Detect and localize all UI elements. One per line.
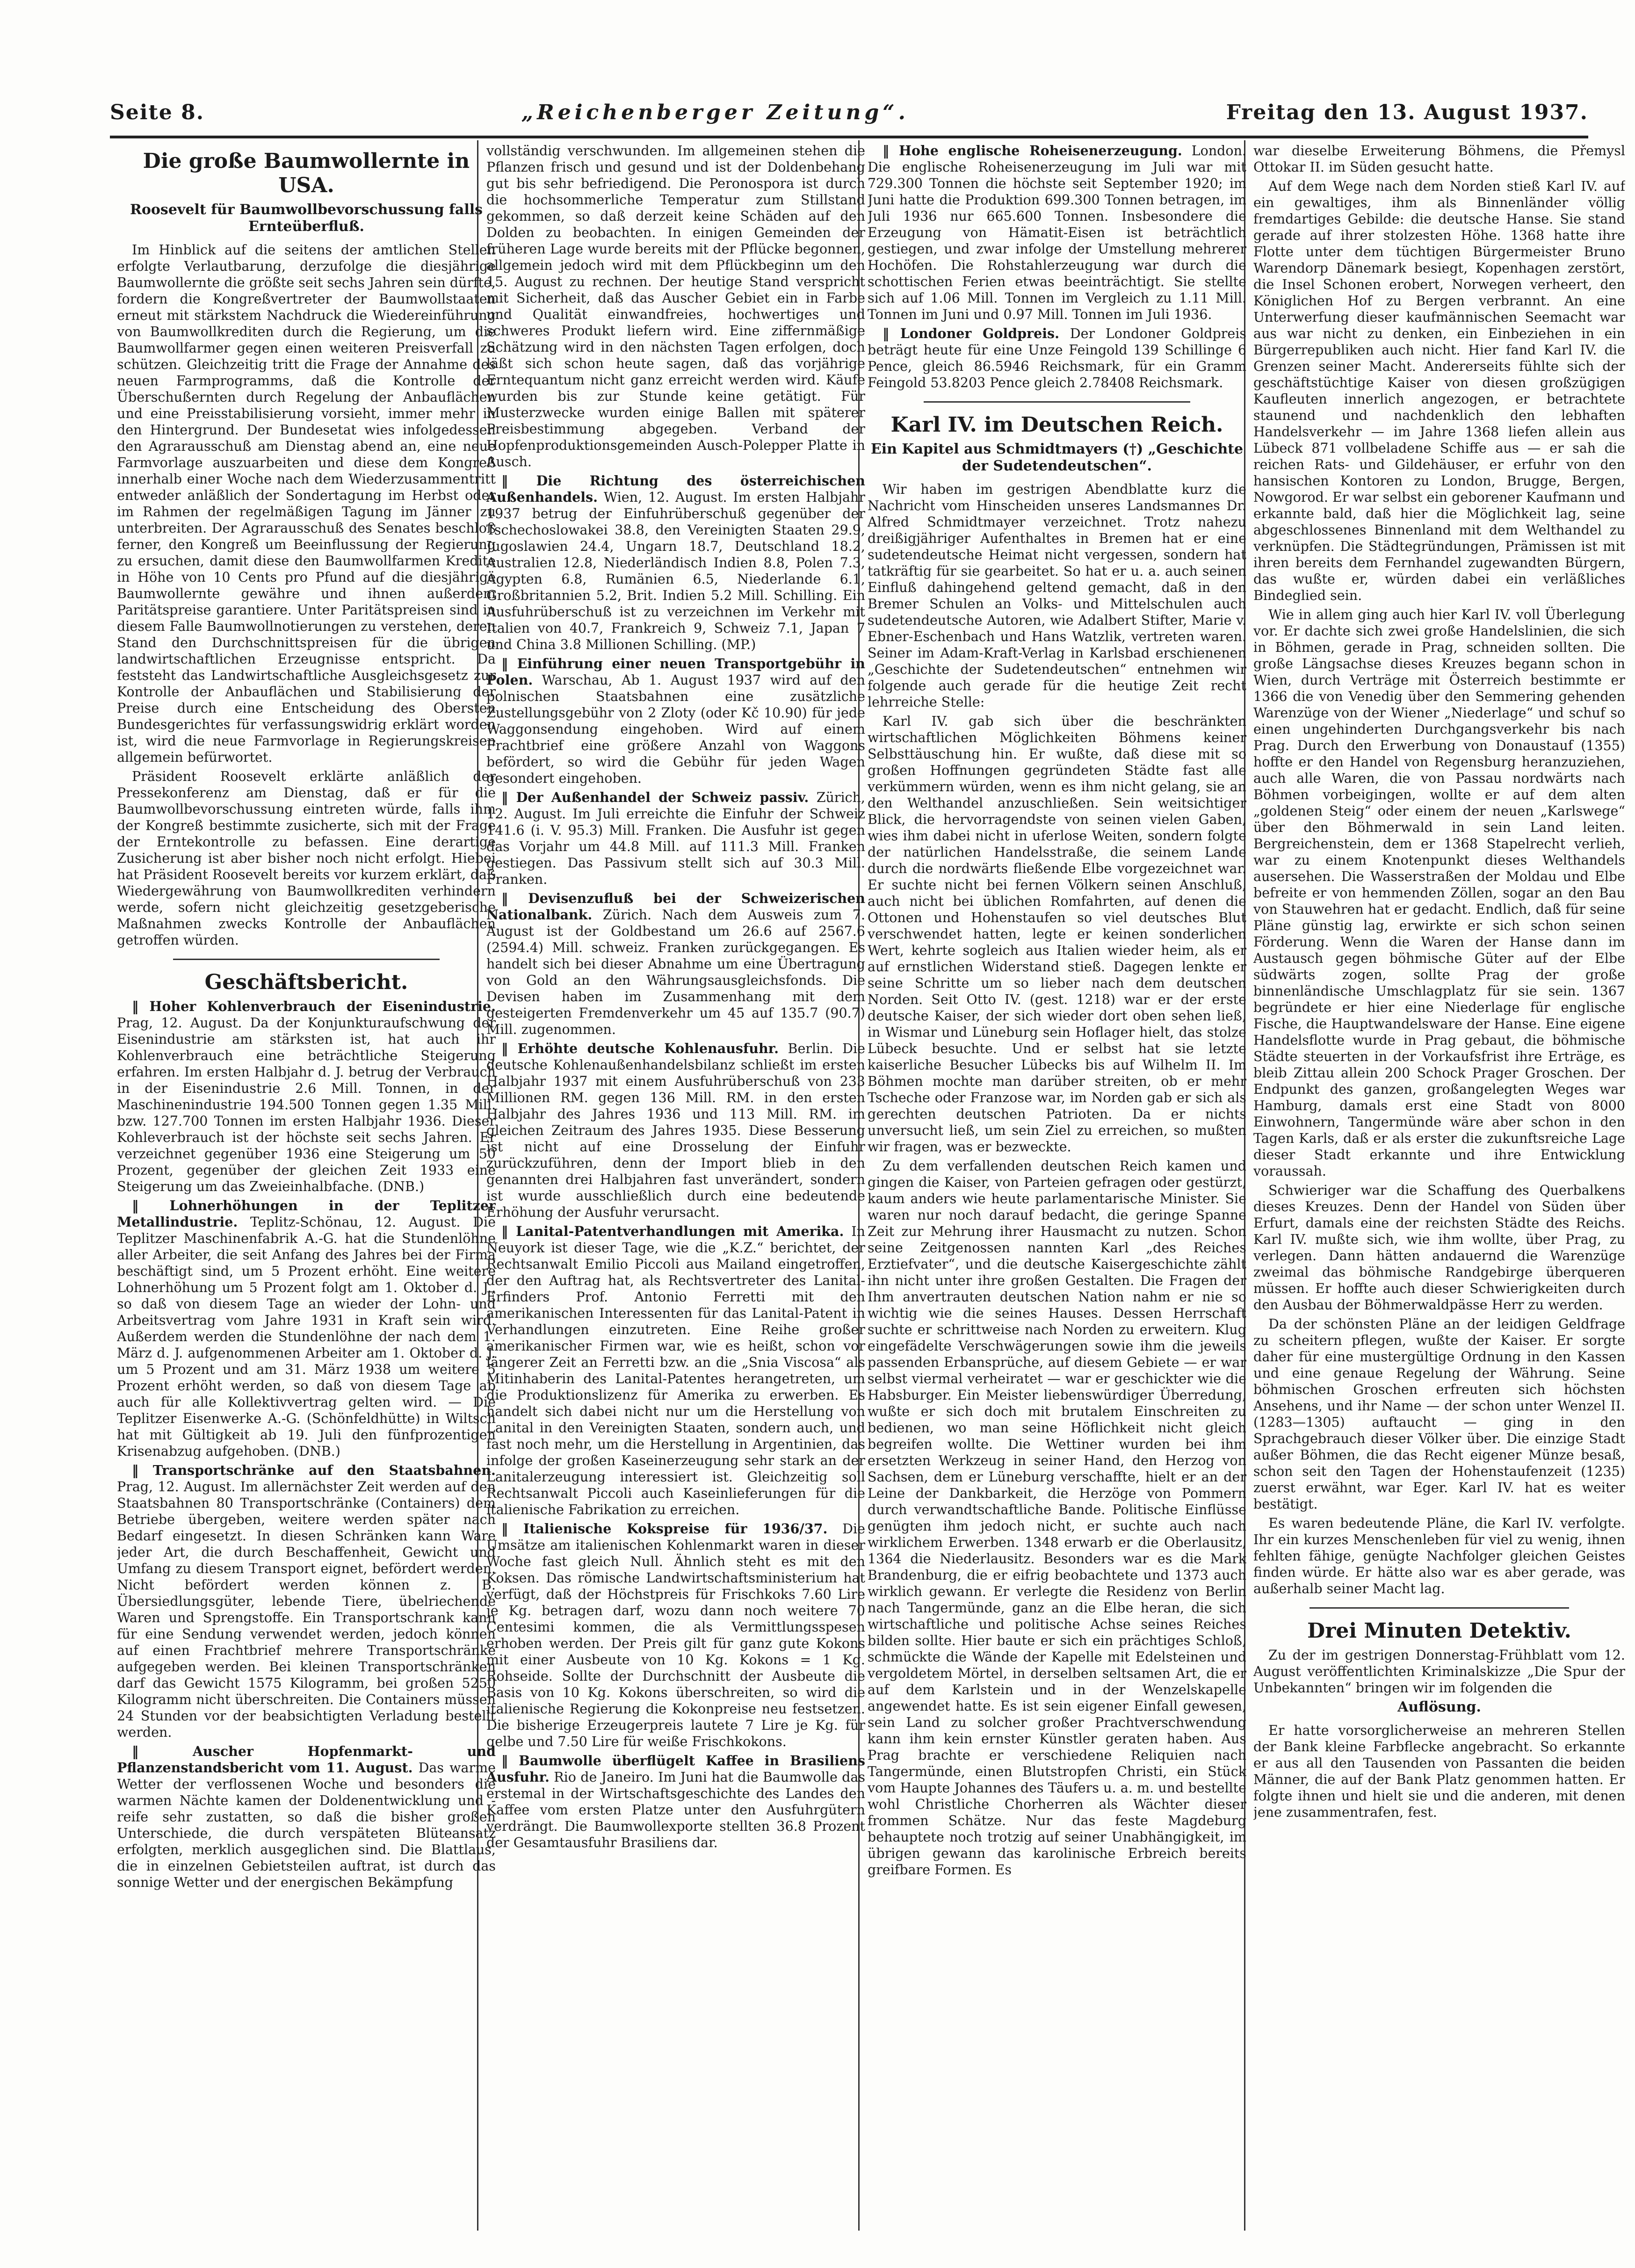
article-paragraph: Karl IV. gab sich über die beschränkten wirtschaftlichen Möglichkeiten Böhmens keiner Selbsttäuschung hin. Er wußte, daß diese mit so großen Hoffnungen gegründeten Städte fast alle verkümmern würden, wenn es ihm nicht gelang, sie an den Welthandel anzuschließen. Sein weitsichtiger Blick, die hervorragendste von seinen vielen Gaben, wies ihm dabei nicht in uferlose Weiten, sondern folgte der natürlichen Handelsstraße, die seinem Lande durch die nordwärts fließende Elbe vorgezeichnet war. Er suchte nicht bei fernen Völkern seinen Anschluß, auch nicht bei üblichen Romfahrten, auf denen die Ottonen und Hohenstaufen so viel deutsches Blut verschwendet hatten, legte er keinen sonderlichen Wert, kehrte sogleich aus Italien wieder heim, als er auf ernstlichen Widerstand stieß. Dagegen lenkte er seine Schritte um so lieber nach dem deutschen Norden. Seit Otto IV. (gest. 1218) war er der erste deutsche Kaiser, der sich wieder dort oben sehen ließ, in Wismar und Lüneburg sein Hoflager hielt, das stolze Lübeck besuchte. Und er selbst hat sie letzte kaiserliche Besucher Lübecks bis auf Wilhelm II. Im Böhmen mochte man darüber streiten, ob er mehr Tscheche oder Franzose war, im Norden gab er sich als gerechten deutschen Patrioten. Da er nichts unversucht ließ, um sein Ziel zu erreichen, so mußten wir fragen, was er bezweckte.	[868, 714, 1246, 1155]
section-separator	[1309, 1607, 1569, 1609]
issue-date: Freitag den 13. August 1937.	[1226, 101, 1588, 124]
section-headline: Geschäftsbericht.	[204, 970, 408, 994]
report-headline: ‖ Transportschränke auf den Staatsbahnen.	[132, 1462, 496, 1478]
article-paragraph: Er hatte vorsorglicherweise an mehreren Stellen der Bank kleine Farbflecke angebracht. So erkannte er aus all den Tausenden von Passanten die beiden Männer, die auf der Bank Platz genommen hatten. Er folgte ihnen und hielt sie und die anderen, mit denen jene zusammentrafen, fest.	[1253, 1723, 1625, 1820]
report-headline: ‖ Der Außenhandel der Schweiz passiv.	[501, 789, 809, 805]
report-text: Der Londoner Goldpreis beträgt heute für eine Unze Feingold 139 Schillinge 6 Pence, gleich 86.5946 Reichsmark, für ein Gramm Feingold 53.8203 Pence gleich 2.78408 Reichsmark.	[868, 326, 1246, 390]
report-headline: ‖ Auscher Hopfenmarkt- und Pflanzenstandsbericht vom 11. August.	[117, 1743, 496, 1776]
report-text: Prag, 12. August. Im allernächster Zeit werden auf den Staatsbahnen 80 Transportschränke (Containers) dem Betriebe übergeben, weitere werden später nach Bedarf eingesetzt. In diesen Schränken kann Ware jeder Art, die durch Beschaffenheit, Gewicht und Umfang zu diesem Transport eignet, befördert werden. Nicht befördert werden können z. B. Übersiedlungsgüter, lebende Tiere, übelriechende Waren und Sprengstoffe. Ein Transportschrank kann für eine Sendung verwendet werden, jedoch können auf einen Frachtbrief mehrere Transportschränke aufgegeben werden. Bei kleinen Transportschränken darf das Gewicht 1575 Kilogramm, bei großen 5250 Kilogramm nicht überschreiten. Die Containers müssen 24 Stunden vor der beabsichtigten Verladung bestellt werden.	[117, 1479, 496, 1740]
top-rule	[110, 136, 1588, 138]
section-separator	[924, 401, 1190, 403]
report-text: Rio de Janeiro. Im Juni hat die Baumwolle das erstemal in der Wirtschaftsgeschichte des Landes den Kaffee vom ersten Platze unter den Ausfuhrgütern verdrängt. Die Baumwollexporte stellten 36.8 Prozent der Gesamtausfuhr Brasiliens dar.	[486, 1770, 865, 1850]
article-paragraph: Auf dem Wege nach dem Norden stieß Karl IV. auf ein gewaltiges, ihm als Binnenländer völlig fremdartiges Gebilde: die deutsche Hanse. Sie stand gerade auf ihrer stolzesten Höhe. 1368 hatte ihre Flotte unter dem tüchtigen Bürgermeister Bruno Warendorp Dänemark besiegt, Kopenhagen zerstört, die Insel Schonen erobert, Norwegen verheert, den Königlichen Hof zu Bergen verbrannt. An eine Unterwerfung dieser kaufmännischen Seemacht war aus war nicht zu denken, ein Einbeziehen in ein Bürgerrepubliken auch nicht. Hier fand Karl IV. die Grenzen seiner Macht. Andererseits fühlte sich der geschäftstüchtige Kaiser von diesen großzügigen Kaufleuten innerlich angezogen, er betrachtete staunend und nachdenklich den lebhaften Handelsverkehr — im Jahre 1368 liefen allein aus Lübeck 871 vollbeladene Schiffe aus — er sah die reichen Rats- und Gildehäuser, er erfuhr von den hansischen Kontoren zu London, Brugge, Bergen, Nowgorod. Er war selbst ein geborener Kaufmann und erkannte bald, daß hier die Möglichkeit lag, seine abgeschlossenes Binnenland mit dem Welthandel zu verknüpfen. Die Städtegründungen, Prämissen ist mit ihren bereits dem Fernhandel zugewandten Bürgern, das wußte er, würden dabei ein verläßliches Bindeglied sein.	[1253, 179, 1625, 603]
column-4	[1253, 143, 1625, 2228]
report-text: Warschau, Ab 1. August 1937 wird auf den polnischen Staatsbahnen eine zusätzliche Zustellungsgebühr von 2 Zloty (oder Kč 10.90) für jede Waggonsendung eingehoben. Wird auf einem Frachtbrief eine größere Anzahl von Waggons befördert, so wird die Gebühr für jeden Wagen gesondert eingehoben.	[486, 672, 865, 786]
column-2	[486, 143, 865, 2228]
article-paragraph: Zu der im gestrigen Donnerstag-Frühblatt vom 12. August veröffentlichten Kriminalskizze „Die Spur der Unbekannten“ bringen wir im folgenden die	[1253, 1647, 1625, 1696]
solution-heading: Auflösung.	[1397, 1699, 1481, 1715]
report-headline: ‖ Lohnerhöhungen in der Teplitzer Metallindustrie.	[117, 1198, 496, 1230]
report-text: Zürich. Nach dem Ausweis zum 7. August ist der Goldbestand um 26.6 auf 2567.6 (2594.4) Mill. schweiz. Franken zurückgegangen. Es handelt sich bei dieser Abnahme um eine Übertragung von Gold an den Währungsausgleichsfonds. Die Devisen haben im Zusammenhang mit dem gesteigerten Fremdenverkehr um 45 auf 135.7 (90.7) Mill. zugenommen.	[486, 907, 865, 1037]
report-headline: ‖ Lanital-Patentverhandlungen mit Amerika.	[501, 1223, 844, 1239]
section-separator	[173, 959, 440, 960]
report-headline: ‖ Einführung einer neuen Transportgebühr in Polen.	[486, 656, 865, 688]
report-headline: ‖ Hohe englische Roheisenerzeugung.	[883, 143, 1182, 159]
article-paragraph: Präsident Roosevelt erklärte anläßlich der Pressekonferenz am Dienstag, daß er für die Baumwollbevorschussung eintreten würde, falls ihm der Kongreß bestimmte zusicherte, sich mit der Frage der Erntekontrolle zu befassen. Eine derartige Zusicherung ist aber bisher noch nicht erfolgt. Hiebei hat Präsident Roosevelt bereits vor kurzem erklärt, daß Wiedergewährung von Baumwollkrediten verhindern werde, sofern nicht gleichzeitig gesetzgeberische Maßnahmen zwecks Kontrolle der Anbauflächen getroffen würden.	[117, 769, 496, 948]
column-3	[868, 143, 1246, 2228]
report-headline: ‖ Baumwolle überflügelt Kaffee in Brasiliens Ausfuhr.	[486, 1753, 865, 1785]
article-headline: Die große Baumwollernte in USA.	[143, 149, 470, 197]
article-paragraph: vollständig verschwunden. Im allgemeinen stehen die Pflanzen frisch und gesund und ist der Doldenbehang gut bis sehr befriedigend. Die Peronospora ist durch die hochsommerliche Temperatur zum Stillstand gekommen, so daß derzeit keine Schäden auf den Dolden zu beobachten. In einigen Gemeinden der früheren Lage wurde bereits mit der Pflücke begonnen, allgemein jedoch wird mit dem Pflückbeginn um den 15. August zu rechnen. Der heutige Stand verspricht mit Sicherheit, daß das Auscher Gebiet ein in Farbe und Qualität einwandfreies, hochwertiges und schweres Produkt liefern wird. Eine ziffernmäßige Schätzung wird in den nächsten Tagen erfolgen, doch läßt sich schon heute sagen, daß das vorjährige Erntequantum nicht ganz erreicht werden wird. Käufe wurden bis zur Stunde keine getätigt. Für Musterzwecke wurden einige Ballen mit späterer Preisbestimmung abgegeben. Verband der Hopfenproduktionsgemeinden Ausch-Polepper Platte in Ausch.	[486, 143, 865, 469]
article-paragraph: Wir haben im gestrigen Abendblatte kurz die Nachricht vom Hinscheiden unseres Landsmannes Dr. Alfred Schmidtmayer verzeichnet. Trotz nahezu dreißigjähriger Aufenthaltes in Bremen hat er eine sudetendeutsche Heimat nicht vergessen, sondern hat tatkräftig für sie gearbeitet. So hat er u. a. auch seinen Einfluß dahingehend geltend gemacht, daß in den Bremer Schulen an Volks- und Mittelschulen auch sudetendeutsche Autoren, wie Adalbert Stifter, Marie v. Ebner-Eschenbach und Hans Watzlik, vertreten waren. Seiner im Adam-Kraft-Verlag in Karlsbad erschienenen „Geschichte der Sudetendeutschen“ entnehmen wir folgende auch gerade für die heutige Zeit recht lehrreiche Stelle:	[868, 482, 1246, 710]
report-headline: ‖ Devisenzufluß bei der Schweizerischen Nationalbank.	[486, 890, 865, 923]
article-paragraph: Im Hinblick auf die seitens der amtlichen Stellen erfolgte Verlautbarung, derzufolge die diesjährige Baumwollernte die größte seit sechs Jahren sein dürfte, fordern die Kongreßvertreter der Baumwollstaaten erneut mit stärkstem Nachdruck die Wiedereinführung von Baumwollkrediten durch die Regierung, um die Baumwollfarmer gegen einen weiteren Preisverfall zu schützen. Gleichzeitig tritt die Frage der Annahme des neuen Farmprogramms, daß die Kontrolle der Überschußernten durch Regelung der Anbauflächen und eine Preisstabilisierung vorsieht, immer mehr in den Hintergrund. Der Bundesetat wies infolgedessen den Agrarausschuß am Dienstag abend an, eine neue Farmvorlage auszuarbeiten und diese dem Kongreß innerhalb einer Woche nach dem Wiederzusammentritt entweder anläßlich der Sondertagung im Herbst oder im Rahmen der regelmäßigen Tagung im Jänner zu unterbreiten. Der Agrarausschuß des Senates beschloß ferner, den Kongreß um Beeinflussung der Regierung zu ersuchen, damit diese den Baumwollfarmen Kredite in Höhe von 10 Cents pro Pfund auf die diesjährige Baumwollernte gewähre und ihnen außerdem Paritätspreise garantiere. Unter Paritätspreisen sind in diesem Falle Baumwollnotierungen zu verstehen, deren Stand den Durchschnittspreisen für die übrigen landwirtschaftlichen Erzeugnisse entspricht. Da feststeht das Landwirtschaftliche Ausgleichsgesetz zur Kontrolle der Anbauflächen und Stabilisierung der Preise durch eine Entscheidung des Obersten Bundesgerichtes für verfassungswidrig erklärt worden ist, wird die neue Farmvorlage in Regierungskreisen allgemein befürwortet.	[117, 242, 496, 765]
article-paragraph: Wie in allem ging auch hier Karl IV. voll Überlegung vor. Er dachte sich zwei große Handelslinien, die sich in Böhmen, gerade in Prag, schneiden sollten. Die große Längsachse dieses Kreuzes begann schon in Wien, durch Verträge mit Österreich bestimmte er 1366 die von Venedig über den Semmering gehenden Warenzüge von der Wiener „Niederlage“ und schuf so einen ungehinderten Durchgangsverkehr bis nach Prag. Durch den Erwerbung von Donaustauf (1355) hoffte er den Handel von Regensburg heranzuziehen, auch alle Waren, die von Passau nordwärts nach Böhmen vorbeigingen, wollte er auf dem alten „goldenen Steig“ oder einem der neuen „Karlswege“ über den Böhmerwald in sein Land leiten. Bergreichenstein, dem er 1368 Stapelrecht verlieh, war zu einem Knotenpunkt dieses Welthandels ausersehen. Die Wasserstraßen der Moldau und Elbe befreite er von hemmenden Zöllen, sogar an den Bau von Stauwehren hat er gedacht. Endlich, daß für seine Pläne günstig lag, erwirkte er sich schon seinen Förderung. Wenn die Waren der Hanse dann im Austausch gegen böhmische Güter auf der Elbe südwärts zogen, sollte Prag der große binnenländische Umschlagplatz für sie sein. 1367 begründete er hier eine Niederlage für englische Fische, die Hauptwandelsware der Hanse. Eine eigene Handelsflotte wurde in Prag gebaut, die böhmische Städte steuerten in der Vorkaufsfrist ihre Erträge, es bleib Zittau allein 200 Schock Prager Groschen. Der Endpunkt des ganzen, großangelegten Weges war Hamburg, damals erst eine Stadt von 8000 Einwohnern, Tangermünde wäre aber schon in den Tagen Karls, daß er als erster die zukunftsreiche Lage dieser Stadt erkannte und ihre Entwicklung voraussah.	[1253, 607, 1625, 1179]
report-text: In Neuyork ist dieser Tage, wie die „K.Z.“ berichtet, der Rechtsanwalt Emilio Piccoli aus Mailand eingetroffen, der den Auftrag hat, als Rechtsvertreter des Lanital-Erfinders Prof. Antonio Ferretti mit den amerikanischen Interessenten für das Lanital-Patent in Verhandlungen einzutreten. Eine Reihe großer amerikanischer Firmen war, wie es heißt, schon vor längerer Zeit an Ferretti bzw. an die „Snia Viscosa“ als Mitinhaberin des Lanital-Patentes herangetreten, um die Produktionslizenz für Amerika zu erwerben. Es handelt sich dabei nicht nur um die Herstellung von Lanital in den Vereinigten Staaten, sondern auch, und fast noch mehr, um die Herstellung in Argentinien, das infolge der großen Kaseinerzeugung sehr stark an der Lanitalerzeugung interessiert ist. Gleichzeitig soll Rechtsanwalt Piccoli auch Kaseinlieferungen für die italienische Fabrikation zu erreichen.	[486, 1224, 865, 1517]
report-text: London. Die englische Roheisenerzeugung im Juli war mit 729.300 Tonnen die höchste seit September 1920; im Juni hatte die Produktion 699.300 Tonnen betragen, im Juli 1936 nur 665.600 Tonnen. Insbesondere die Erzeugung von Hämatit-Eisen ist beträchtlich gestiegen, und zwar infolge der Umstellung mehrerer Hochöfen. Die Rohstahlerzeugung war durch die schottischen Ferien etwas beeinträchtigt. Sie stellte sich auf 1.06 Mill. Tonnen im Vergleich zu 1.11 Mill. Tonnen im Juni und 0.97 Mill. Tonnen im Juli 1936.	[868, 143, 1246, 322]
article-paragraph: Da der schönsten Pläne an der leidigen Geldfrage zu scheitern pflegen, wußte der Kaiser. Er sorgte daher für eine mustergültige Ordnung in den Kassen und eine genaue Regelung der Währung. Seine böhmischen Groschen erfreuten sich höchsten Ansehens, und ihr Name — der schon unter Wenzel II. (1283—1305) auftaucht — ging in den Sprachgebrauch dieser Völker über. Die einzige Stadt außer Böhmen, die das Recht eigener Münze besaß, schon seit den Tagen der Hohenstaufenzeit (1235) zuerst erwähnt, war Eger. Karl IV. hat es weiter bestätigt.	[1253, 1316, 1625, 1512]
column-1	[117, 143, 496, 2228]
article-paragraph: Es waren bedeutende Pläne, die Karl IV. verfolgte. Ihr ein kurzes Menschenleben für viel zu wenig, ihnen fehlten fähige, genügte Nachfolger gleichen Geistes finden würde. Er hätte also war es aber gerade, was außerhalb seiner Macht lag.	[1253, 1516, 1625, 1596]
report-text: Prag, 12. August. Da der Konjunkturaufschwung der Eisenindustrie am stärksten ist, hat auch ihr Kohlenverbrauch eine beträchtliche Steigerung erfahren. Im ersten Halbjahr d. J. betrug der Verbrauch in der Eisenindustrie 2.6 Mill. Tonnen, in der Maschinenindustrie 194.500 Tonnen gegen 1.35 Mill. bzw. 127.700 Tonnen im ersten Halbjahr 1936. Dieser Kohleverbrauch ist der höchste seit sechs Jahren. Er verzeichnet gegenüber 1936 eine Steigerung um 50 Prozent, gegenüber der gleichen Zeit 1933 eine Steigerung um das Zweieinhalbfache. (DNB.)	[117, 1015, 496, 1194]
report-text: Wien, 12. August. Im ersten Halbjahr 1937 betrug der Einfuhrüberschuß gegenüber der Tschechoslowakei 38.8, den Vereinigten Staaten 29.9, Jugoslawien 24.4, Ungarn 18.7, Deutschland 18.2, Australien 12.8, Niederländisch Indien 8.8, Polen 7.3, Ägypten 6.8, Rumänien 6.5, Niederlande 6.1, Großbritannien 5.2, Brit. Indien 5.2 Mill. Schilling. Ein Ausfuhrüberschuß ist zu verzeichnen im Verkehr mit Italien von 40.7, Frankreich 9, Schweiz 7.1, Japan 7 und China 3.8 Millionen Schilling. (MP.)	[486, 490, 865, 652]
report-text: Berlin. Die deutsche Kohlenaußenhandelsbilanz schließt im ersten Halbjahr 1937 mit einem Ausfuhrüberschuß von 233 Millionen RM. gegen 136 Mill. RM. in den ersten Halbjahr des Jahres 1936 und 113 Mill. RM. im gleichen Zeitraum des Jahres 1935. Diese Besserung ist nicht auf eine Drosselung der Einfuhr zurückzuführen, denn der Import blieb in den genannten drei Halbjahren fast unverändert, sondern ist wurde ausschließlich durch eine bedeutende Erhöhung der Ausfuhr verursacht.	[486, 1041, 865, 1220]
page-number: Seite 8.	[110, 101, 205, 124]
report-headline: ‖ Londoner Goldpreis.	[883, 325, 1059, 341]
report-text: Teplitz-Schönau, 12. August. Die Teplitzer Maschinenfabrik A.-G. hat die Stundenlöhne aller Arbeiter, die seit Anfang des Jahres bei der Firma beschäftigt sind, um 5 Prozent erhöht. Eine weitere Lohnerhöhung um 5 Prozent folgt am 1. Oktober d. J., so daß von diesem Tage an wieder der Lohn- und Arbeitsvertrag vom Jahre 1931 in Kraft sein wird. Außerdem werden die Stundenlöhne der nach dem 1. März d. J. aufgenommenen Arbeiter am 1. Oktober d. J. um 5 Prozent und am 31. März 1938 um weitere 5 Prozent erhöht werden, so daß von diesem Tage ab auch für alle Kollektivvertrag gelten wird. — Die Teplitzer Eisenwerke A.-G. (Schönfeldhütte) in Wiltsch hat mit Gültigkeit ab 19. Juli den fünfprozentigen Krisenabzug aufgehoben. (DNB.)	[117, 1214, 496, 1459]
report-text: Das warme Wetter der verflossenen Woche und besonders die warmen Nächte kamen der Doldenentwicklung und -reife sehr zustatten, so daß die bisher großen Unterschiede, die durch verspäteten Blüteansatz erfolgten, merklich ausgeglichen sind. Die Blattlaus, die in einzelnen Gebietsteilen auftrat, ist durch das sonnige Wetter und der energischen Bekämpfung	[117, 1760, 496, 1890]
article-paragraph: Zu dem verfallenden deutschen Reich kamen und gingen die Kaiser, von Parteien gefragen oder gestürzt, kaum anders wie heute parlamentarische Minister. Sie waren nur noch darauf bedacht, die geringe Spanne Zeit zur Mehrung ihrer Hausmacht zu nutzen. Schon seine Zeitgenossen nannten Karl „des Reiches Erztiefvater“, und die deutsche Kaisergeschichte zählt ihn nicht unter ihre großen Gestalten. Die Fragen der Ihm anvertrauten deutschen Nation nahm er nie so wichtig wie die seines Hauses. Dessen Herrschaft suchte er schrittweise nach Norden zu erweitern. Klug eingefädelte Verschwägerungen sowie ihm die jeweils passenden Erbansprüche, auf diesem Gebiete — er war selbst viermal verheiratet — war er geschickter wie die Habsburger. Ein Meister liebenswürdiger Überredung, wußte er sich doch mit brutalem Einschreiten zu bedienen, wo man seine Höflichkeit nicht gleich begreifen wollte. Die Wettiner wurden bei ihm ersetzten Werkzeug in seiner Hand, den Herzog von Sachsen, dem er Lüneburg verschaffte, hielt er an der Leine der Dankbarkeit, die Herzöge von Pommern durch verwandtschaftliche Bande. Politische Einflüsse genügten ihm jedoch nicht, er suchte auch nach wirklichem Erwerben. 1348 erwarb er die Oberlausitz, 1364 die Niederlausitz. Besonders war es die Mark Brandenburg, die er eifrig beobachtete und 1373 auch wirklich gewann. Er verlegte die Residenz von Berlin nach Tangermünde, ganz an die Elbe heran, die sich wirtschaftliche und politische Achse seines Reiches bilden sollte. Hier baute er sich ein prächtiges Schloß, schmückte die Wände der Kapelle mit Edelsteinen und vergoldetem Mörtel, in derselben seltsamen Art, die er auf dem Karlstein und in der Wenzelskapelle angewendet hatte. Es ist sein eigener Einfall gewesen, sein Land zu solcher großer Prachtverschwendung kann ihm kein ernster Künstler geraten haben. Aus Prag brachte er verschiedene Reliquien nach Tangermünde, einen Blutstropfen Christi, ein Stück vom Haupte Johannes des Täufers u. a. m. und bestellte wohl Christliche Chorherren als Wächter dieser frommen Schätze. Nur das feste Magdeburg behauptete noch trotzig auf seiner Unabhängigkeit, im übrigen gewann das karolinische Erbreich bereits greifbare Formen. Es	[868, 1158, 1246, 1878]
report-headline: ‖ Italienische Kokspreise für 1936/37.	[501, 1521, 827, 1537]
masthead	[110, 101, 1588, 133]
report-headline: ‖ Hoher Kohlenverbrauch der Eisenindustrie.	[132, 998, 496, 1014]
article-subheadline: Ein Kapitel aus Schmidtmayers (†) „Geschichte der Sudetendeutschen“.	[870, 441, 1244, 474]
article-paragraph: Schwieriger war die Schaffung des Querbalkens dieses Kreuzes. Denn der Handel von Süden über Erfurt, damals eine der reichsten Städte des Reichs. Karl IV. mußte sich, wie ihm wollte, über Prag, zu verlegen. Dann hätten andauernd die Warenzüge zweimal das böhmische Randgebirge überqueren müssen. Er hoffte auch dieser Schwierigkeiten durch den Ausbau der Böhmerwaldpässe Herr zu werden.	[1253, 1183, 1625, 1313]
newspaper-title: „Reichenberger Zeitung“.	[521, 101, 909, 124]
article-paragraph: war dieselbe Erweiterung Böhmens, die Přemysl Ottokar II. im Süden gesucht hatte.	[1253, 143, 1625, 175]
article-headline: Drei Minuten Detektiv.	[1307, 1619, 1571, 1643]
report-text: Zürich, 12. August. Im Juli erreichte die Einfuhr der Schweiz 141.6 (i. V. 95.3) Mill. Franken. Die Ausfuhr ist gegen das Vorjahr um 44.8 Mill. auf 111.3 Mill. Franken gestiegen. Das Passivum stellt sich auf 30.3 Mill. Franken.	[486, 790, 865, 887]
report-headline: ‖ Erhöhte deutsche Kohlenausfuhr.	[501, 1040, 779, 1056]
article-headline: Karl IV. im Deutschen Reich.	[890, 413, 1223, 437]
report-text: Die Umsätze am italienischen Kohlenmarkt waren in dieser Woche fast gleich Null. Ähnlich steht es mit den Koksen. Das römische Landwirtschaftsministerium hat verfügt, daß der Höchstpreis für Frischkoks 7.60 Lire je Kg. betragen darf, wozu dann noch weitere 70 Centesimi kommen, die als Vermittlungsspesen erhoben werden. Der Preis gilt für ganz gute Kokons mit einer Ausbeute von 10 Kg. Kokons = 1 Kg. Rohseide. Sollte der Durchschnitt der Ausbeute die Basis von 10 Kg. Kokons überschreiten, so wird die italienische Regierung die Kokonpreise neu festsetzen. Die bisherige Erzeugerpreis lautete 7 Lire je Kg. für gelbe und 7.50 Lire für weiße Frischkokons.	[486, 1521, 865, 1749]
report-headline: ‖ Die Richtung des österreichischen Außenhandels.	[486, 473, 865, 505]
article-subheadline: Roosevelt für Baumwollbevorschussung falls Ernteüberfluß.	[130, 202, 483, 235]
